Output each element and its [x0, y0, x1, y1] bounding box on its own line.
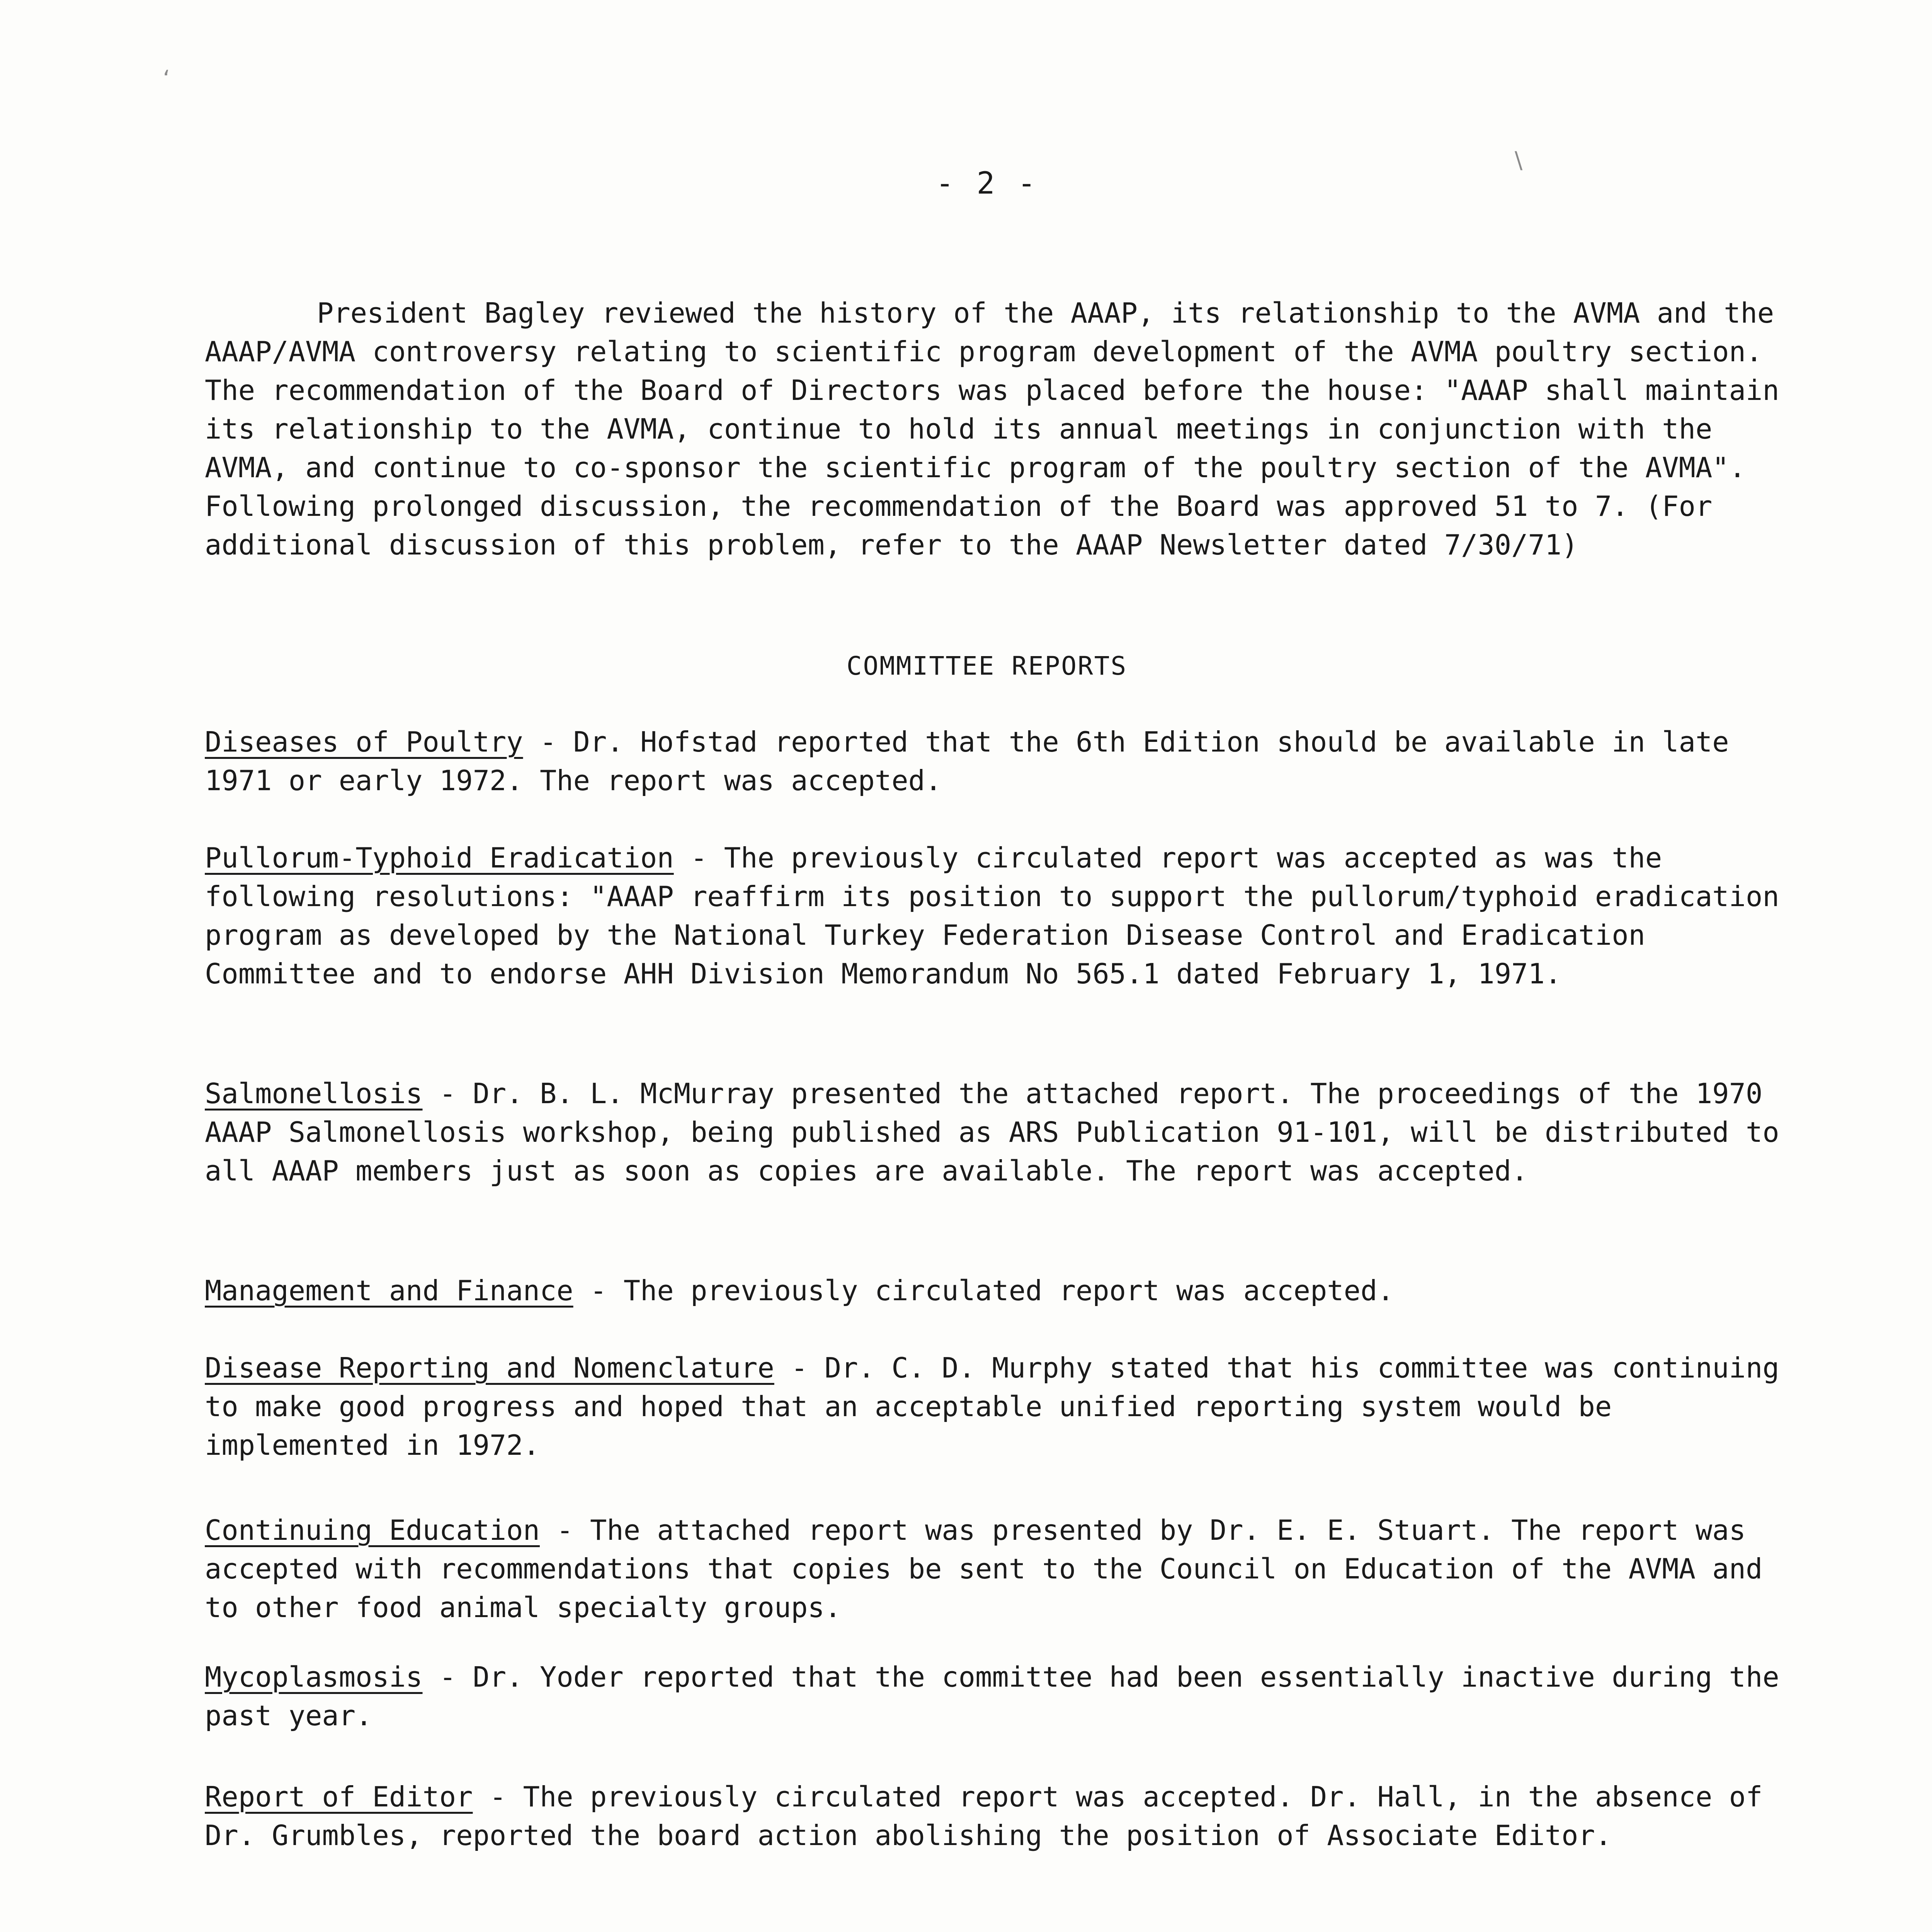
- intro-paragraph: President Bagley reviewed the history of the AAAP, its relationship to the AVMA and the AAAP/AVMA controversy relating to scientific program development of the AVMA poultry section. The recommendation of the Board of Directors was placed before the house: "AAAP shall maintain its relationship to the AVMA, continue to hold its annual meetings in conjunction with the AVMA, and continue to co-sponsor the scientific program of the poultry section of the AVMA". Following prolonged discussion, the recommendation of the Board was approved 51 to 7. (For additional discussion of this problem, refer to the AAAP Newsletter dated 7/30/71): [205, 297, 1796, 561]
- report-title: Report of Editor: [205, 1781, 473, 1813]
- report-entry: [205, 1271, 1789, 1310]
- report-text: - The attached report was presented by Dr. E. E. Stuart. The report was accepted with recommendations that copies be sent to the Council on Education of the AVMA and to other food animal specialty groups.: [205, 1514, 1779, 1624]
- report-title: Pullorum-Typhoid Eradication: [205, 842, 674, 874]
- stray-mark-top-left: ،: [162, 54, 170, 81]
- report-entry: [205, 1777, 1789, 1855]
- report-entry: [205, 1658, 1796, 1735]
- report-title: Diseases of Poultry: [205, 726, 523, 758]
- report-text: - The previously circulated report was accepted.: [573, 1274, 1394, 1307]
- report-entry: [205, 1074, 1796, 1190]
- report-text: - The previously circulated report was accepted. Dr. Hall, in the absence of Dr. Grumbles, reported the board action abolishing the position of Associate Editor.: [205, 1781, 1779, 1852]
- report-text: - Dr. B. L. McMurray presented the attached report. The proceedings of the 1970 AAAP Salmonellosis workshop, being published as ARS Publication 91-101, will be distributed to all AAAP members just as soon as copies are available. The report was accepted.: [205, 1077, 1796, 1187]
- report-entry: [205, 838, 1796, 993]
- report-title: Mycoplasmosis: [205, 1661, 423, 1693]
- stray-mark-top-right: \: [1515, 147, 1523, 174]
- report-title: Salmonellosis: [205, 1077, 423, 1110]
- page-number: - 2 -: [935, 166, 1038, 201]
- report-text: - Dr. Hofstad reported that the 6th Edition should be available in late 1971 or early 1972. The report was accepted.: [205, 726, 1746, 797]
- report-title: Management and Finance: [205, 1274, 573, 1307]
- report-text: - Dr. Yoder reported that the committee had been essentially inactive during the past year.: [205, 1661, 1796, 1732]
- report-text: - Dr. C. D. Murphy stated that his committee was continuing to make good progress and hoped that an acceptable unified reporting system would be implemented in 1972.: [205, 1352, 1796, 1461]
- report-title: Continuing Education: [205, 1514, 540, 1546]
- report-entry: [205, 1349, 1796, 1464]
- report-title: Disease Reporting and Nomenclature: [205, 1352, 774, 1384]
- report-text: - The previously circulated report was accepted as was the following resolutions: "AAAP reaffirm its position to support the pullorum/typhoid eradication program as developed by the National Turkey Federation Disease Control and Eradication Committee and to endorse AHH Division Memorandum No 565.1 dated February 1, 1971.: [205, 842, 1796, 990]
- report-entry: [205, 1511, 1789, 1627]
- section-heading: COMMITTEE REPORTS: [846, 651, 1128, 681]
- report-entry: [205, 723, 1789, 800]
